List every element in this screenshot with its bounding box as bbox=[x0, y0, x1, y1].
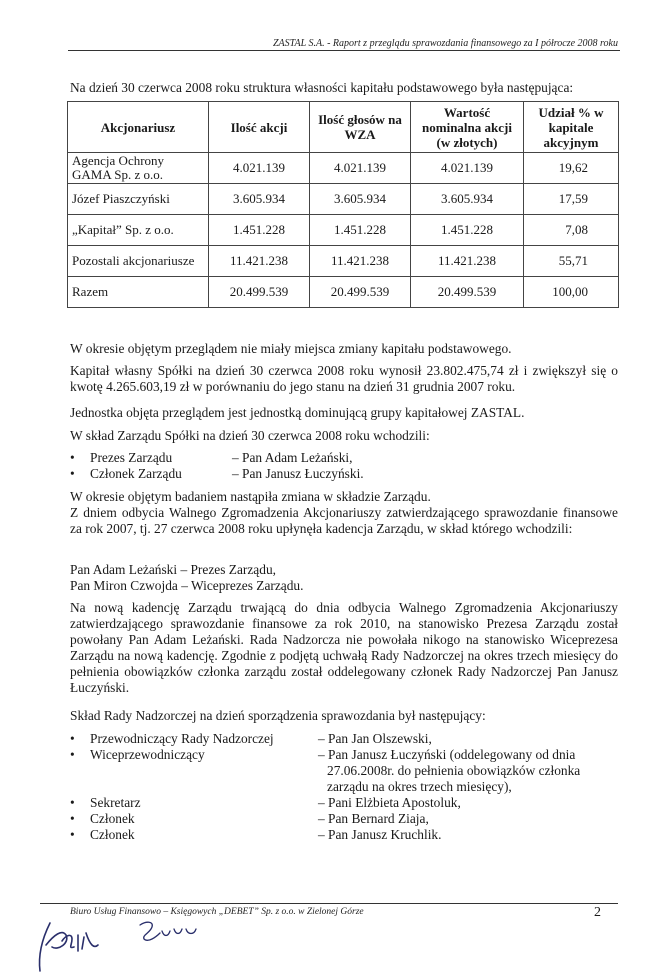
cell-shares: 20.499.539 bbox=[209, 277, 310, 308]
cell-shareholder: „Kapitał” Sp. z o.o. bbox=[68, 215, 209, 246]
council-intro-text: Skład Rady Nadzorczej na dzień sporządzenia sprawozdania był następujący: bbox=[70, 708, 486, 723]
bullet: • bbox=[70, 795, 75, 810]
signature-2 bbox=[134, 917, 204, 947]
cell-votes: 20.499.539 bbox=[310, 277, 411, 308]
council-person: – Pani Elżbieta Apostoluk, bbox=[318, 795, 461, 810]
cell-nominal: 1.451.228 bbox=[411, 215, 524, 246]
cell-votes: 4.021.139 bbox=[310, 153, 411, 184]
cell-shares: 11.421.238 bbox=[209, 246, 310, 277]
board-person: – Pan Janusz Łuczyński. bbox=[232, 466, 364, 481]
bullet: • bbox=[70, 466, 75, 481]
board-person: – Pan Adam Leżański, bbox=[232, 450, 353, 465]
page-number: 2 bbox=[594, 905, 601, 920]
board-role: Członek Zarządu bbox=[90, 466, 182, 481]
table-row bbox=[68, 215, 619, 246]
col-header: Udział % w kapitale akcyjnym bbox=[524, 102, 619, 153]
footer-rule bbox=[40, 903, 618, 904]
council-person: – Pan Jan Olszewski, bbox=[318, 731, 432, 746]
former-board-line: Pan Miron Czwojda – Wiceprezes Zarządu. bbox=[70, 578, 304, 593]
table-row bbox=[68, 153, 619, 184]
cell-shareholder: Razem bbox=[68, 277, 209, 308]
former-board-line: Pan Adam Leżański – Prezes Zarządu, bbox=[70, 562, 276, 577]
council-role: Członek bbox=[90, 811, 135, 826]
bullet: • bbox=[70, 731, 75, 746]
cell-votes: 1.451.228 bbox=[310, 215, 411, 246]
no-change-text: W okresie objętym przeglądem nie miały miejsca zmiany kapitału podstawowego. bbox=[70, 341, 512, 356]
col-header: Akcjonariusz bbox=[68, 102, 209, 153]
cell-shares: 1.451.228 bbox=[209, 215, 310, 246]
council-person: – Pan Bernard Ziaja, bbox=[318, 811, 429, 826]
council-person-cont: 27.06.2008r. do pełnienia obowiązków członka bbox=[327, 763, 581, 778]
intro-text: Na dzień 30 czerwca 2008 roku struktura własności kapitału podstawowego była następująca: bbox=[70, 80, 574, 95]
table-row bbox=[68, 277, 619, 308]
header-rule bbox=[68, 50, 620, 51]
cell-nominal: 11.421.238 bbox=[411, 246, 524, 277]
cell-votes: 3.605.934 bbox=[310, 184, 411, 215]
council-person-cont: zarządu na okres trzech miesięcy), bbox=[327, 779, 512, 794]
cell-shareholder: Agencja Ochrony GAMA Sp. z o.o. bbox=[68, 153, 209, 184]
cell-votes: 11.421.238 bbox=[310, 246, 411, 277]
board-intro-text: W skład Zarządu Spółki na dzień 30 czerwca 2008 roku wchodzili: bbox=[70, 428, 430, 443]
dominant-text: Jednostka objęta przeglądem jest jednostką dominującą grupy kapitałowej ZASTAL. bbox=[70, 405, 525, 420]
col-header: Ilość akcji bbox=[209, 102, 310, 153]
cell-share-pct: 100,00 bbox=[524, 277, 619, 308]
council-role: Wiceprzewodniczący bbox=[90, 747, 205, 762]
own-capital-text: Kapitał własny Spółki na dzień 30 czerwca 2008 roku wynosił 23.802.475,74 zł i zwiększył się o kwotę 4.265.603,19 zł w porównaniu do jego stanu na dzień 31 grudnia 2007 roku. bbox=[70, 363, 618, 394]
bullet: • bbox=[70, 450, 75, 465]
board-role: Prezes Zarządu bbox=[90, 450, 173, 465]
council-role: Członek bbox=[90, 827, 135, 842]
council-person: – Pan Janusz Łuczyński (oddelegowany od dnia bbox=[318, 747, 576, 762]
cell-share-pct: 19,62 bbox=[524, 153, 619, 184]
council-person: – Pan Janusz Kruchlik. bbox=[318, 827, 442, 842]
cell-shares: 4.021.139 bbox=[209, 153, 310, 184]
table-row bbox=[68, 184, 619, 215]
bullet: • bbox=[70, 827, 75, 842]
signature-1 bbox=[28, 905, 118, 975]
cell-shareholder: Józef Piaszczyński bbox=[68, 184, 209, 215]
footer-text: Biuro Usług Finansowo – Księgowych „DEBET” Sp. z o.o. w Zielonej Górze bbox=[70, 907, 364, 917]
cell-nominal: 3.605.934 bbox=[411, 184, 524, 215]
change-text: W okresie objętym badaniem nastąpiła zmiana w składzie Zarządu. bbox=[70, 489, 431, 504]
ownership-table bbox=[67, 101, 619, 308]
cell-share-pct: 55,71 bbox=[524, 246, 619, 277]
col-header: Ilość głosów na WZA bbox=[310, 102, 411, 153]
new-term-text: Na nową kadencję Zarządu trwającą do dnia odbycia Walnego Zgromadzenia Akcjonariuszy zatwierdzającego sprawozdanie finansowe za rok 2010, na stanowisko Prezesa Zarządu został powołany Pan Adam Leżański. Rada Nadzorcza nie powołała nikogo na stanowisko Wiceprezesa Zarządu na nową kadencję. Zgodnie z podjętą uchwałą Rady Nadzorczej na okres trzech miesięcy do pełnienia obowiązków członka zarządu został oddelegowany członek Rady Nadzorczej Pan Janusz Łuczyński. bbox=[70, 600, 618, 695]
cell-nominal: 20.499.539 bbox=[411, 277, 524, 308]
bullet: • bbox=[70, 747, 75, 762]
col-header: Wartość nominalna akcji (w złotych) bbox=[411, 102, 524, 153]
cell-share-pct: 17,59 bbox=[524, 184, 619, 215]
cell-nominal: 4.021.139 bbox=[411, 153, 524, 184]
council-role: Sekretarz bbox=[90, 795, 141, 810]
council-role: Przewodniczący Rady Nadzorczej bbox=[90, 731, 274, 746]
since-day-text: Z dniem odbycia Walnego Zgromadzenia Akcjonariuszy zatwierdzającego sprawozdanie finansowe za rok 2007, tj. 27 czerwca 2008 roku upłynęła kadencja Zarządu, w skład którego wchodzili: bbox=[70, 505, 618, 536]
bullet: • bbox=[70, 811, 75, 826]
cell-share-pct: 7,08 bbox=[524, 215, 619, 246]
cell-shareholder: Pozostali akcjonariusze bbox=[68, 246, 209, 277]
table-header-row bbox=[68, 102, 619, 153]
cell-shares: 3.605.934 bbox=[209, 184, 310, 215]
table-row bbox=[68, 246, 619, 277]
page-header: ZASTAL S.A. - Raport z przeglądu sprawozdania finansowego za I półrocze 2008 roku bbox=[272, 38, 618, 49]
